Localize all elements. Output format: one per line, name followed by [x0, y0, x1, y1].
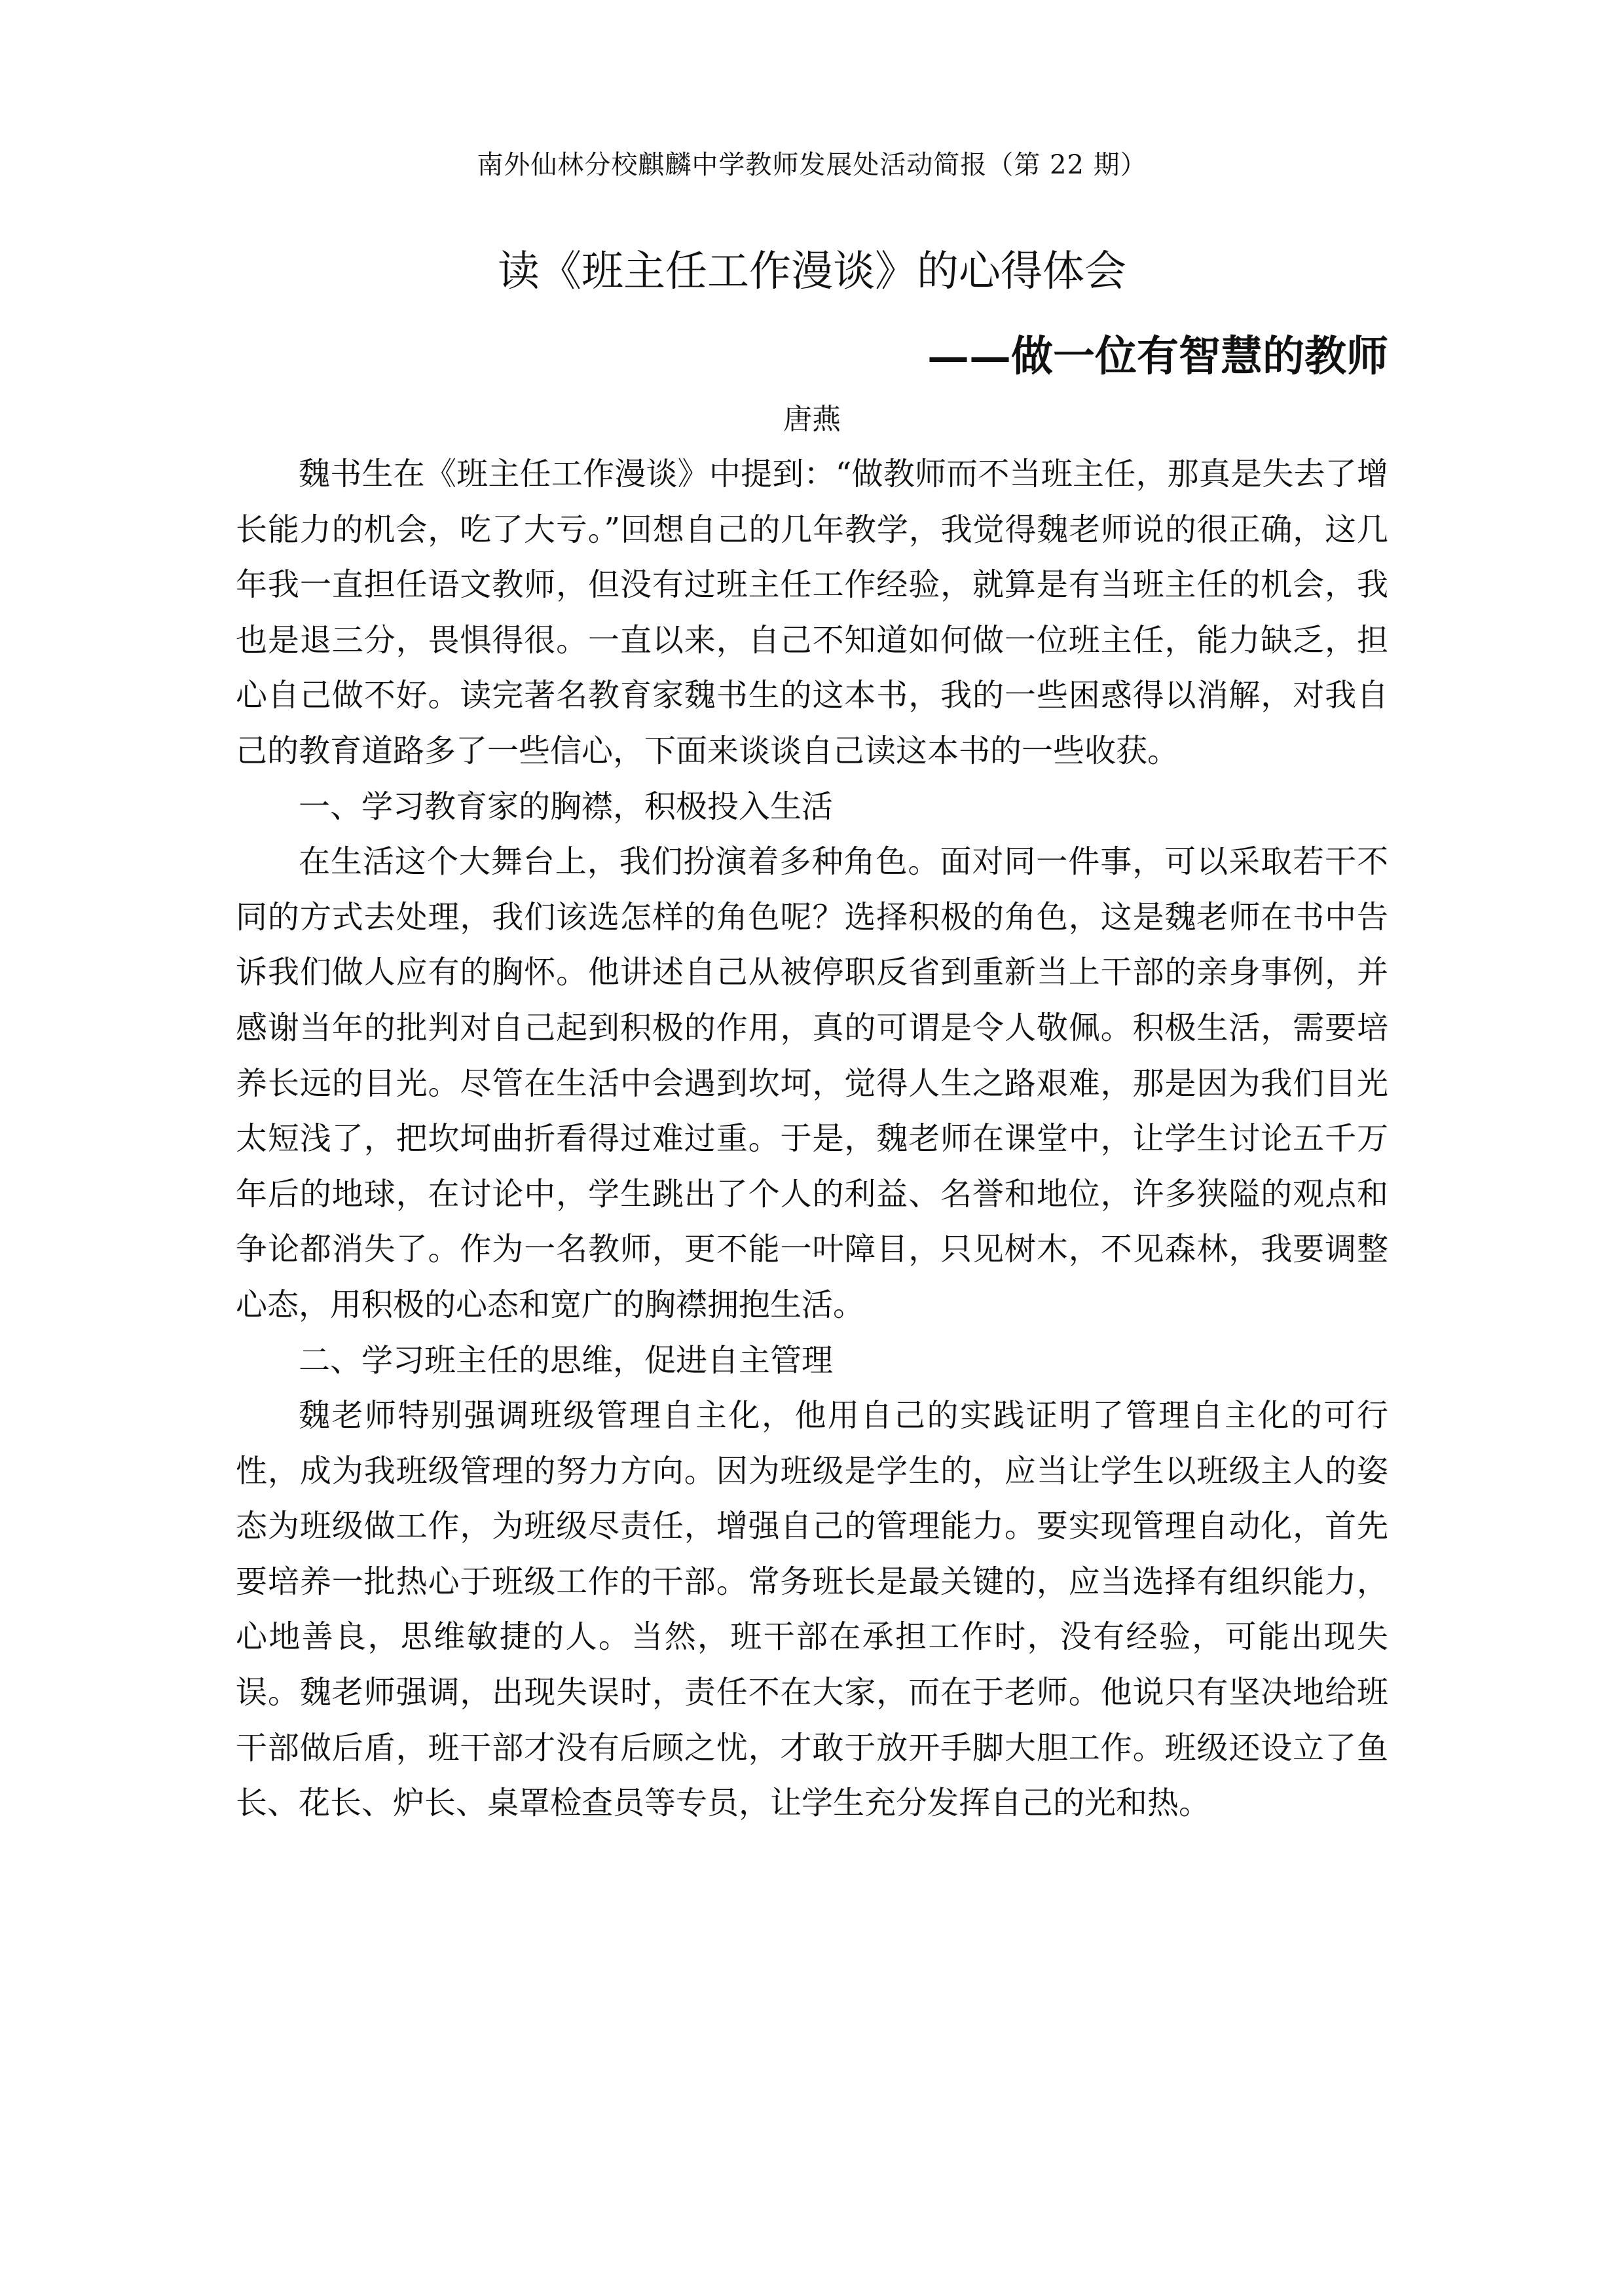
- newsletter-header: 南外仙林分校麒麟中学教师发展处活动简报（第 22 期）: [477, 150, 1147, 180]
- article-body: [236, 446, 1388, 1831]
- article-subtitle: ——做一位有智慧的教师: [927, 332, 1388, 381]
- intro-paragraph: 魏书生在《班主任工作漫谈》中提到：“做教师而不当班主任，那真是失去了增长能力的机会，吃了大亏。”回想自己的几年教学，我觉得魏老师说的很正确，这几年我一直担任语文教师，但没有过班主任工作经验，就算是有当班主任的机会，我也是退三分，畏惧得很。一直以来，自己不知道如何做一位班主任，能力缺乏，担心自己做不好。读完著名教育家魏书生的这本书，我的一些困惑得以消解，对我自己的教育道路多了一些信心，下面来谈谈自己读这本书的一些收获。: [236, 456, 1388, 769]
- article-title: 读《班主任工作漫谈》的心得体会: [498, 247, 1126, 296]
- section-paragraph-2: 魏老师特别强调班级管理自主化，他用自己的实践证明了管理自主化的可行性，成为我班级管理的努力方向。因为班级是学生的，应当让学生以班级主人的姿态为班级做工作，为班级尽责任，增强自己的管理能力。要实现管理自动化，首先要培养一批热心于班级工作的干部。常务班长是最关键的，应当选择有组织能力，心地善良，思维敏捷的人。当然，班干部在承担工作时，没有经验，可能出现失误。魏老师强调，出现失误时，责任不在大家，而在于老师。他说只有坚决地给班干部做后盾，班干部才没有后顾之忧，才敢于放开手脚大胆工作。班级还设立了鱼长、花长、炉长、桌罩检查员等专员，让学生充分发挥自己的光和热。: [236, 1397, 1388, 1822]
- author-name: 唐燕: [783, 403, 841, 436]
- section-heading-2: 二、学习班主任的思维，促进自主管理: [299, 1341, 834, 1379]
- section-heading-1: 一、学习教育家的胸襟，积极投入生活: [299, 788, 834, 825]
- section-paragraph-1: 在生活这个大舞台上，我们扮演着多种角色。面对同一件事，可以采取若干不同的方式去处理，我们该选怎样的角色呢？选择积极的角色，这是魏老师在书中告诉我们做人应有的胸怀。他讲述自己从被停职反省到重新当上干部的亲身事例，并感谢当年的批判对自己起到积极的作用，真的可谓是令人敬佩。积极生活，需要培养长远的目光。尽管在生活中会遇到坎坷，觉得人生之路艰难，那是因为我们目光太短浅了，把坎坷曲折看得过难过重。于是，魏老师在课堂中，让学生讨论五千万年后的地球，在讨论中，学生跳出了个人的利益、名誉和地位，许多狭隘的观点和争论都消失了。作为一名教师，更不能一叶障目，只见树木，不见森林，我要调整心态，用积极的心态和宽广的胸襟拥抱生活。: [236, 843, 1388, 1323]
